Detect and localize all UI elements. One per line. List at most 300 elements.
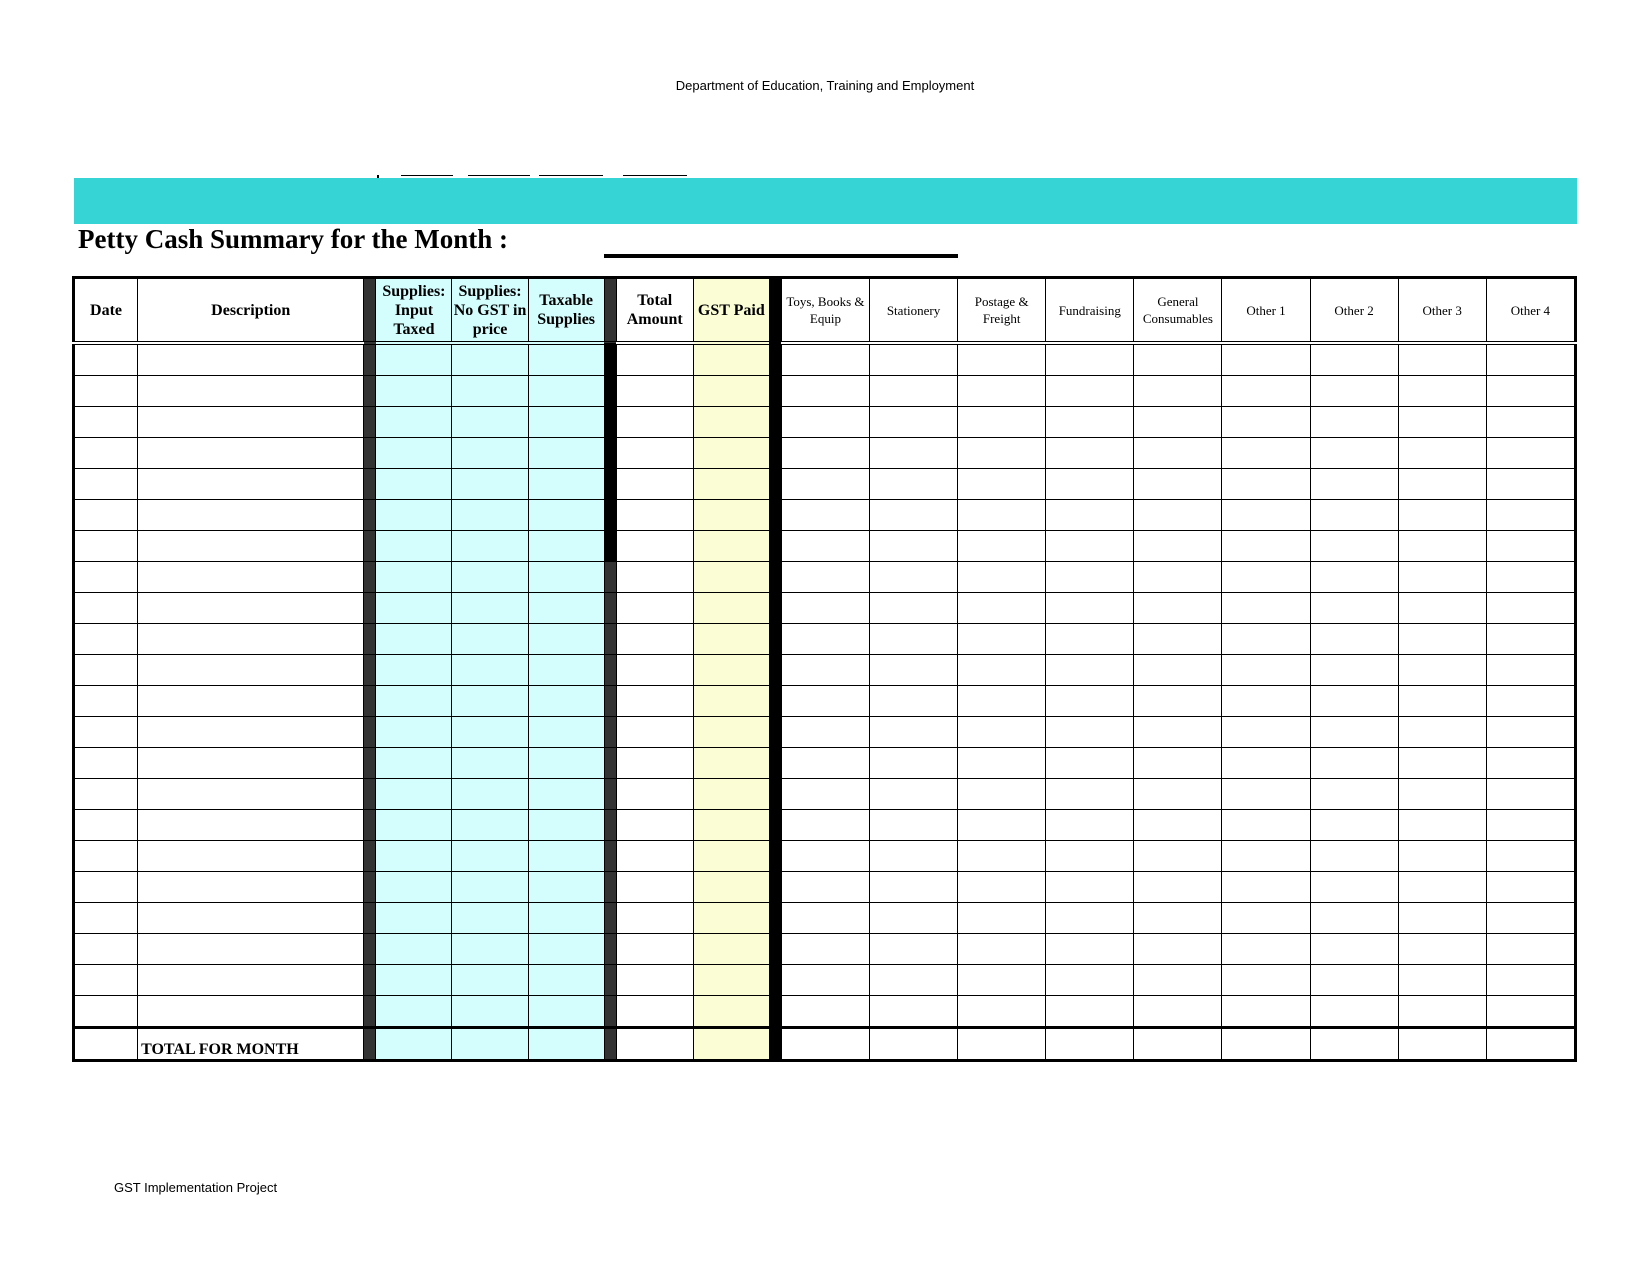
fundraising-cell[interactable] (1046, 903, 1134, 934)
date-cell[interactable] (74, 407, 138, 438)
taxable-supplies-cell[interactable] (528, 717, 604, 748)
gst-paid-cell[interactable] (693, 343, 769, 376)
taxable-supplies-cell[interactable] (528, 343, 604, 376)
fundraising-cell[interactable] (1046, 469, 1134, 500)
gst-paid-cell[interactable] (693, 469, 769, 500)
general-consumables-cell[interactable] (1134, 779, 1222, 810)
general-consumables-cell[interactable] (1134, 686, 1222, 717)
total-amount-cell[interactable] (616, 531, 693, 562)
other-2-cell[interactable] (1310, 779, 1398, 810)
date-cell[interactable] (74, 593, 138, 624)
fundraising-cell[interactable] (1046, 500, 1134, 531)
fundraising-cell[interactable] (1046, 438, 1134, 469)
date-cell[interactable] (74, 1028, 138, 1061)
other-4-cell[interactable] (1486, 500, 1575, 531)
supplies-no-gst-cell[interactable] (452, 407, 528, 438)
supplies-no-gst-cell[interactable] (452, 469, 528, 500)
stationery-cell[interactable] (870, 1028, 958, 1061)
other-4-cell[interactable] (1486, 469, 1575, 500)
description-cell[interactable] (138, 841, 364, 872)
other-1-cell[interactable] (1222, 872, 1310, 903)
other-1-cell[interactable] (1222, 717, 1310, 748)
toys-books-equip-cell[interactable] (781, 593, 869, 624)
stationery-cell[interactable] (870, 996, 958, 1028)
other-1-cell[interactable] (1222, 1028, 1310, 1061)
date-cell[interactable] (74, 779, 138, 810)
description-cell[interactable] (138, 407, 364, 438)
supplies-input-taxed-cell[interactable] (376, 593, 452, 624)
total-amount-cell[interactable] (616, 810, 693, 841)
total-amount-cell[interactable] (616, 593, 693, 624)
fundraising-cell[interactable] (1046, 593, 1134, 624)
other-2-cell[interactable] (1310, 872, 1398, 903)
supplies-no-gst-cell[interactable] (452, 1028, 528, 1061)
supplies-no-gst-cell[interactable] (452, 934, 528, 965)
taxable-supplies-cell[interactable] (528, 438, 604, 469)
general-consumables-cell[interactable] (1134, 810, 1222, 841)
fundraising-cell[interactable] (1046, 624, 1134, 655)
other-4-cell[interactable] (1486, 376, 1575, 407)
description-cell[interactable] (138, 934, 364, 965)
other-1-cell[interactable] (1222, 779, 1310, 810)
toys-books-equip-cell[interactable] (781, 872, 869, 903)
fundraising-cell[interactable] (1046, 810, 1134, 841)
other-4-cell[interactable] (1486, 872, 1575, 903)
gst-paid-cell[interactable] (693, 841, 769, 872)
other-2-cell[interactable] (1310, 624, 1398, 655)
fundraising-cell[interactable] (1046, 748, 1134, 779)
description-cell[interactable] (138, 779, 364, 810)
other-2-cell[interactable] (1310, 343, 1398, 376)
date-cell[interactable] (74, 934, 138, 965)
postage-freight-cell[interactable] (958, 655, 1046, 686)
total-amount-cell[interactable] (616, 469, 693, 500)
description-cell[interactable] (138, 531, 364, 562)
toys-books-equip-cell[interactable] (781, 469, 869, 500)
other-3-cell[interactable] (1398, 965, 1486, 996)
postage-freight-cell[interactable] (958, 934, 1046, 965)
toys-books-equip-cell[interactable] (781, 562, 869, 593)
gst-paid-cell[interactable] (693, 748, 769, 779)
other-3-cell[interactable] (1398, 934, 1486, 965)
other-2-cell[interactable] (1310, 810, 1398, 841)
other-3-cell[interactable] (1398, 624, 1486, 655)
other-2-cell[interactable] (1310, 1028, 1398, 1061)
description-cell[interactable] (138, 903, 364, 934)
general-consumables-cell[interactable] (1134, 872, 1222, 903)
other-1-cell[interactable] (1222, 903, 1310, 934)
toys-books-equip-cell[interactable] (781, 686, 869, 717)
other-2-cell[interactable] (1310, 531, 1398, 562)
other-3-cell[interactable] (1398, 593, 1486, 624)
supplies-input-taxed-cell[interactable] (376, 996, 452, 1028)
general-consumables-cell[interactable] (1134, 624, 1222, 655)
general-consumables-cell[interactable] (1134, 655, 1222, 686)
description-cell[interactable] (138, 717, 364, 748)
postage-freight-cell[interactable] (958, 624, 1046, 655)
other-3-cell[interactable] (1398, 996, 1486, 1028)
description-cell[interactable] (138, 593, 364, 624)
postage-freight-cell[interactable] (958, 965, 1046, 996)
toys-books-equip-cell[interactable] (781, 531, 869, 562)
gst-paid-cell[interactable] (693, 934, 769, 965)
other-2-cell[interactable] (1310, 903, 1398, 934)
fundraising-cell[interactable] (1046, 717, 1134, 748)
taxable-supplies-cell[interactable] (528, 872, 604, 903)
date-cell[interactable] (74, 965, 138, 996)
fundraising-cell[interactable] (1046, 965, 1134, 996)
other-1-cell[interactable] (1222, 624, 1310, 655)
date-cell[interactable] (74, 500, 138, 531)
taxable-supplies-cell[interactable] (528, 810, 604, 841)
other-4-cell[interactable] (1486, 903, 1575, 934)
other-2-cell[interactable] (1310, 934, 1398, 965)
taxable-supplies-cell[interactable] (528, 996, 604, 1028)
date-cell[interactable] (74, 841, 138, 872)
other-2-cell[interactable] (1310, 996, 1398, 1028)
supplies-input-taxed-cell[interactable] (376, 376, 452, 407)
supplies-input-taxed-cell[interactable] (376, 343, 452, 376)
other-2-cell[interactable] (1310, 748, 1398, 779)
other-4-cell[interactable] (1486, 343, 1575, 376)
other-2-cell[interactable] (1310, 655, 1398, 686)
other-1-cell[interactable] (1222, 934, 1310, 965)
description-cell[interactable] (138, 624, 364, 655)
toys-books-equip-cell[interactable] (781, 624, 869, 655)
postage-freight-cell[interactable] (958, 810, 1046, 841)
toys-books-equip-cell[interactable] (781, 748, 869, 779)
supplies-input-taxed-cell[interactable] (376, 438, 452, 469)
total-amount-cell[interactable] (616, 841, 693, 872)
supplies-no-gst-cell[interactable] (452, 531, 528, 562)
toys-books-equip-cell[interactable] (781, 934, 869, 965)
month-entry-line[interactable] (604, 254, 958, 258)
postage-freight-cell[interactable] (958, 996, 1046, 1028)
toys-books-equip-cell[interactable] (781, 376, 869, 407)
other-1-cell[interactable] (1222, 593, 1310, 624)
description-cell[interactable] (138, 686, 364, 717)
other-3-cell[interactable] (1398, 779, 1486, 810)
stationery-cell[interactable] (870, 841, 958, 872)
date-cell[interactable] (74, 903, 138, 934)
fundraising-cell[interactable] (1046, 531, 1134, 562)
other-3-cell[interactable] (1398, 717, 1486, 748)
postage-freight-cell[interactable] (958, 686, 1046, 717)
postage-freight-cell[interactable] (958, 500, 1046, 531)
supplies-no-gst-cell[interactable] (452, 562, 528, 593)
general-consumables-cell[interactable] (1134, 562, 1222, 593)
other-3-cell[interactable] (1398, 562, 1486, 593)
gst-paid-cell[interactable] (693, 376, 769, 407)
stationery-cell[interactable] (870, 593, 958, 624)
fundraising-cell[interactable] (1046, 934, 1134, 965)
supplies-input-taxed-cell[interactable] (376, 407, 452, 438)
other-3-cell[interactable] (1398, 438, 1486, 469)
supplies-input-taxed-cell[interactable] (376, 531, 452, 562)
other-4-cell[interactable] (1486, 810, 1575, 841)
taxable-supplies-cell[interactable] (528, 469, 604, 500)
gst-paid-cell[interactable] (693, 903, 769, 934)
postage-freight-cell[interactable] (958, 469, 1046, 500)
stationery-cell[interactable] (870, 748, 958, 779)
stationery-cell[interactable] (870, 903, 958, 934)
gst-paid-cell[interactable] (693, 996, 769, 1028)
toys-books-equip-cell[interactable] (781, 407, 869, 438)
general-consumables-cell[interactable] (1134, 996, 1222, 1028)
other-4-cell[interactable] (1486, 965, 1575, 996)
stationery-cell[interactable] (870, 810, 958, 841)
supplies-input-taxed-cell[interactable] (376, 779, 452, 810)
other-4-cell[interactable] (1486, 593, 1575, 624)
gst-paid-cell[interactable] (693, 438, 769, 469)
other-1-cell[interactable] (1222, 531, 1310, 562)
toys-books-equip-cell[interactable] (781, 996, 869, 1028)
other-1-cell[interactable] (1222, 655, 1310, 686)
total-amount-cell[interactable] (616, 1028, 693, 1061)
other-4-cell[interactable] (1486, 934, 1575, 965)
other-3-cell[interactable] (1398, 872, 1486, 903)
description-cell[interactable] (138, 343, 364, 376)
toys-books-equip-cell[interactable] (781, 779, 869, 810)
stationery-cell[interactable] (870, 469, 958, 500)
total-amount-cell[interactable] (616, 655, 693, 686)
gst-paid-cell[interactable] (693, 407, 769, 438)
supplies-no-gst-cell[interactable] (452, 748, 528, 779)
other-1-cell[interactable] (1222, 438, 1310, 469)
postage-freight-cell[interactable] (958, 343, 1046, 376)
date-cell[interactable] (74, 748, 138, 779)
description-cell[interactable] (138, 469, 364, 500)
postage-freight-cell[interactable] (958, 593, 1046, 624)
general-consumables-cell[interactable] (1134, 593, 1222, 624)
total-amount-cell[interactable] (616, 376, 693, 407)
stationery-cell[interactable] (870, 531, 958, 562)
other-1-cell[interactable] (1222, 996, 1310, 1028)
other-3-cell[interactable] (1398, 469, 1486, 500)
toys-books-equip-cell[interactable] (781, 841, 869, 872)
total-amount-cell[interactable] (616, 407, 693, 438)
gst-paid-cell[interactable] (693, 810, 769, 841)
other-3-cell[interactable] (1398, 407, 1486, 438)
taxable-supplies-cell[interactable] (528, 593, 604, 624)
other-3-cell[interactable] (1398, 810, 1486, 841)
toys-books-equip-cell[interactable] (781, 655, 869, 686)
date-cell[interactable] (74, 438, 138, 469)
stationery-cell[interactable] (870, 779, 958, 810)
supplies-no-gst-cell[interactable] (452, 996, 528, 1028)
stationery-cell[interactable] (870, 562, 958, 593)
other-2-cell[interactable] (1310, 376, 1398, 407)
other-2-cell[interactable] (1310, 407, 1398, 438)
date-cell[interactable] (74, 562, 138, 593)
postage-freight-cell[interactable] (958, 903, 1046, 934)
toys-books-equip-cell[interactable] (781, 343, 869, 376)
taxable-supplies-cell[interactable] (528, 934, 604, 965)
other-3-cell[interactable] (1398, 1028, 1486, 1061)
stationery-cell[interactable] (870, 438, 958, 469)
total-amount-cell[interactable] (616, 965, 693, 996)
general-consumables-cell[interactable] (1134, 407, 1222, 438)
other-2-cell[interactable] (1310, 500, 1398, 531)
toys-books-equip-cell[interactable] (781, 965, 869, 996)
date-cell[interactable] (74, 343, 138, 376)
description-cell[interactable] (138, 438, 364, 469)
other-2-cell[interactable] (1310, 717, 1398, 748)
fundraising-cell[interactable] (1046, 686, 1134, 717)
taxable-supplies-cell[interactable] (528, 1028, 604, 1061)
other-3-cell[interactable] (1398, 655, 1486, 686)
taxable-supplies-cell[interactable] (528, 965, 604, 996)
date-cell[interactable] (74, 686, 138, 717)
toys-books-equip-cell[interactable] (781, 438, 869, 469)
taxable-supplies-cell[interactable] (528, 748, 604, 779)
fundraising-cell[interactable] (1046, 343, 1134, 376)
stationery-cell[interactable] (870, 965, 958, 996)
gst-paid-cell[interactable] (693, 500, 769, 531)
supplies-input-taxed-cell[interactable] (376, 903, 452, 934)
supplies-input-taxed-cell[interactable] (376, 717, 452, 748)
date-cell[interactable] (74, 469, 138, 500)
other-3-cell[interactable] (1398, 500, 1486, 531)
supplies-no-gst-cell[interactable] (452, 779, 528, 810)
stationery-cell[interactable] (870, 343, 958, 376)
toys-books-equip-cell[interactable] (781, 500, 869, 531)
general-consumables-cell[interactable] (1134, 531, 1222, 562)
supplies-no-gst-cell[interactable] (452, 343, 528, 376)
toys-books-equip-cell[interactable] (781, 717, 869, 748)
total-amount-cell[interactable] (616, 872, 693, 903)
supplies-input-taxed-cell[interactable] (376, 841, 452, 872)
other-1-cell[interactable] (1222, 841, 1310, 872)
total-amount-cell[interactable] (616, 624, 693, 655)
other-2-cell[interactable] (1310, 562, 1398, 593)
other-2-cell[interactable] (1310, 469, 1398, 500)
supplies-input-taxed-cell[interactable] (376, 872, 452, 903)
total-amount-cell[interactable] (616, 500, 693, 531)
postage-freight-cell[interactable] (958, 376, 1046, 407)
general-consumables-cell[interactable] (1134, 934, 1222, 965)
supplies-input-taxed-cell[interactable] (376, 469, 452, 500)
taxable-supplies-cell[interactable] (528, 407, 604, 438)
other-3-cell[interactable] (1398, 903, 1486, 934)
other-2-cell[interactable] (1310, 438, 1398, 469)
supplies-input-taxed-cell[interactable] (376, 934, 452, 965)
postage-freight-cell[interactable] (958, 717, 1046, 748)
supplies-no-gst-cell[interactable] (452, 655, 528, 686)
date-cell[interactable] (74, 810, 138, 841)
other-4-cell[interactable] (1486, 779, 1575, 810)
taxable-supplies-cell[interactable] (528, 562, 604, 593)
description-cell[interactable] (138, 562, 364, 593)
general-consumables-cell[interactable] (1134, 376, 1222, 407)
fundraising-cell[interactable] (1046, 872, 1134, 903)
other-1-cell[interactable] (1222, 469, 1310, 500)
postage-freight-cell[interactable] (958, 562, 1046, 593)
description-cell[interactable] (138, 810, 364, 841)
fundraising-cell[interactable] (1046, 841, 1134, 872)
gst-paid-cell[interactable] (693, 965, 769, 996)
other-1-cell[interactable] (1222, 965, 1310, 996)
other-1-cell[interactable] (1222, 748, 1310, 779)
postage-freight-cell[interactable] (958, 407, 1046, 438)
other-3-cell[interactable] (1398, 841, 1486, 872)
supplies-input-taxed-cell[interactable] (376, 500, 452, 531)
general-consumables-cell[interactable] (1134, 841, 1222, 872)
date-cell[interactable] (74, 655, 138, 686)
stationery-cell[interactable] (870, 376, 958, 407)
other-2-cell[interactable] (1310, 841, 1398, 872)
gst-paid-cell[interactable] (693, 655, 769, 686)
other-1-cell[interactable] (1222, 343, 1310, 376)
total-amount-cell[interactable] (616, 717, 693, 748)
general-consumables-cell[interactable] (1134, 717, 1222, 748)
other-4-cell[interactable] (1486, 841, 1575, 872)
date-cell[interactable] (74, 624, 138, 655)
stationery-cell[interactable] (870, 624, 958, 655)
supplies-no-gst-cell[interactable] (452, 717, 528, 748)
other-1-cell[interactable] (1222, 810, 1310, 841)
total-amount-cell[interactable] (616, 779, 693, 810)
other-4-cell[interactable] (1486, 531, 1575, 562)
supplies-no-gst-cell[interactable] (452, 841, 528, 872)
stationery-cell[interactable] (870, 686, 958, 717)
description-cell[interactable] (138, 500, 364, 531)
supplies-no-gst-cell[interactable] (452, 624, 528, 655)
postage-freight-cell[interactable] (958, 748, 1046, 779)
stationery-cell[interactable] (870, 655, 958, 686)
supplies-input-taxed-cell[interactable] (376, 965, 452, 996)
taxable-supplies-cell[interactable] (528, 903, 604, 934)
description-cell[interactable] (138, 965, 364, 996)
other-4-cell[interactable] (1486, 717, 1575, 748)
other-1-cell[interactable] (1222, 686, 1310, 717)
date-cell[interactable] (74, 376, 138, 407)
date-cell[interactable] (74, 996, 138, 1028)
gst-paid-cell[interactable] (693, 1028, 769, 1061)
postage-freight-cell[interactable] (958, 1028, 1046, 1061)
description-cell[interactable] (138, 748, 364, 779)
other-3-cell[interactable] (1398, 748, 1486, 779)
description-cell[interactable] (138, 872, 364, 903)
total-amount-cell[interactable] (616, 438, 693, 469)
fundraising-cell[interactable] (1046, 1028, 1134, 1061)
other-2-cell[interactable] (1310, 686, 1398, 717)
supplies-no-gst-cell[interactable] (452, 686, 528, 717)
other-4-cell[interactable] (1486, 624, 1575, 655)
date-cell[interactable] (74, 717, 138, 748)
other-4-cell[interactable] (1486, 562, 1575, 593)
supplies-input-taxed-cell[interactable] (376, 686, 452, 717)
gst-paid-cell[interactable] (693, 686, 769, 717)
supplies-input-taxed-cell[interactable] (376, 655, 452, 686)
fundraising-cell[interactable] (1046, 376, 1134, 407)
taxable-supplies-cell[interactable] (528, 779, 604, 810)
taxable-supplies-cell[interactable] (528, 376, 604, 407)
other-1-cell[interactable] (1222, 407, 1310, 438)
fundraising-cell[interactable] (1046, 655, 1134, 686)
total-amount-cell[interactable] (616, 562, 693, 593)
fundraising-cell[interactable] (1046, 779, 1134, 810)
taxable-supplies-cell[interactable] (528, 841, 604, 872)
gst-paid-cell[interactable] (693, 593, 769, 624)
stationery-cell[interactable] (870, 934, 958, 965)
date-cell[interactable] (74, 531, 138, 562)
other-4-cell[interactable] (1486, 748, 1575, 779)
general-consumables-cell[interactable] (1134, 903, 1222, 934)
other-4-cell[interactable] (1486, 407, 1575, 438)
total-amount-cell[interactable] (616, 343, 693, 376)
description-cell[interactable] (138, 655, 364, 686)
